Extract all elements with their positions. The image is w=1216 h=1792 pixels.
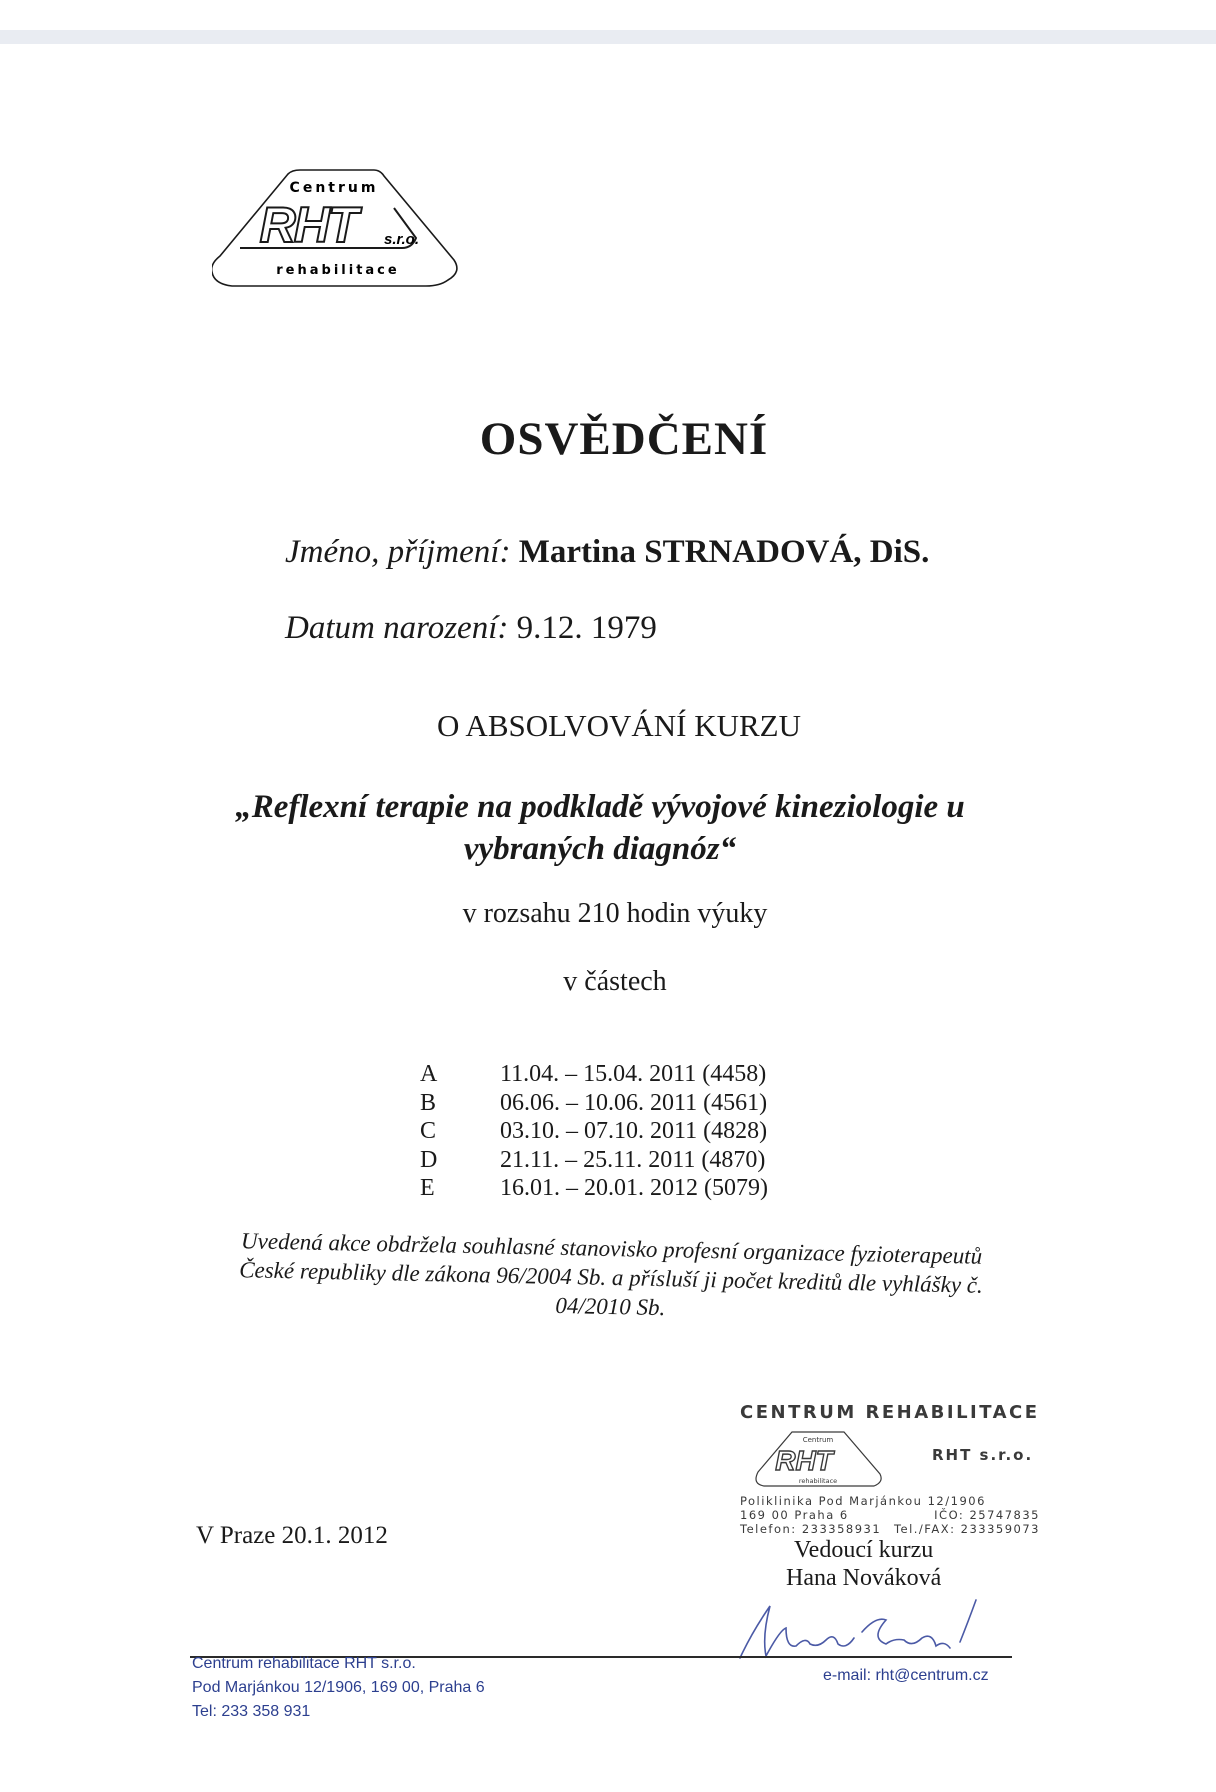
scan-top-band bbox=[0, 30, 1216, 44]
svg-text:Centrum: Centrum bbox=[802, 1436, 834, 1444]
birth-label: Datum narození: bbox=[285, 610, 509, 646]
schedule-row bbox=[420, 1117, 768, 1146]
svg-text:RHT: RHT bbox=[775, 1445, 833, 1476]
schedule-dates: 06.06. – 10.06. 2011 (4561) bbox=[500, 1089, 768, 1116]
stamp-address bbox=[740, 1494, 1040, 1536]
signature-icon bbox=[736, 1592, 996, 1672]
birth-line bbox=[285, 610, 657, 647]
name-line bbox=[285, 534, 929, 571]
birth-value: 9.12. 1979 bbox=[516, 610, 657, 646]
schedule-row bbox=[420, 1146, 768, 1175]
name-label: Jméno, příjmení: bbox=[285, 534, 511, 570]
accreditation-note bbox=[195, 1225, 1027, 1329]
schedule-part: E bbox=[420, 1175, 435, 1201]
place-date: V Praze 20.1. 2012 bbox=[196, 1522, 388, 1549]
logo-text-top: Centrum bbox=[289, 180, 379, 196]
course-heading: O ABSOLVOVÁNÍ KURZU bbox=[437, 708, 801, 743]
stamp-ico: IČO: 25747835 bbox=[934, 1508, 1040, 1522]
logo-text-suffix: s.r.o. bbox=[384, 231, 420, 248]
footer-email: e-mail: rht@centrum.cz bbox=[823, 1667, 989, 1684]
stamp-rht: RHT s.r.o. bbox=[932, 1446, 1034, 1464]
stamp-phone: Telefon: 233358931 bbox=[740, 1522, 882, 1536]
stamp-title: CENTRUM REHABILITACE bbox=[740, 1402, 1040, 1423]
schedule-dates: 21.11. – 25.11. 2011 (4870) bbox=[500, 1146, 766, 1173]
schedule-row bbox=[420, 1089, 768, 1118]
footer-company-block bbox=[192, 1652, 485, 1724]
course-name-line1: „Reflexní terapie na podkladě vývojové kineziologie u bbox=[235, 789, 965, 825]
course-scope: v rozsahu 210 hodin výuky bbox=[462, 898, 768, 929]
schedule-list bbox=[420, 1060, 768, 1203]
schedule-part: D bbox=[420, 1146, 438, 1173]
logo-text-bottom: rehabilitace bbox=[276, 263, 400, 278]
svg-text:rehabilitace: rehabilitace bbox=[798, 1477, 838, 1485]
schedule-part: B bbox=[420, 1089, 437, 1116]
name-value: Martina STRNADOVÁ, DiS. bbox=[518, 534, 930, 570]
course-parts-label: v částech bbox=[563, 966, 667, 997]
logo-text-mid: RHT bbox=[259, 197, 357, 253]
note-line2: České republiky dle zákona 96/2004 Sb. a přísluší ji počet kreditů dle vyhlášky č. bbox=[238, 1257, 984, 1298]
document-title: OSVĚDČENÍ bbox=[479, 413, 769, 465]
schedule-dates: 03.10. – 07.10. 2011 (4828) bbox=[500, 1118, 768, 1144]
rht-logo bbox=[212, 168, 462, 292]
course-name bbox=[200, 786, 1000, 870]
schedule-dates: 16.01. – 20.01. 2012 (5079) bbox=[500, 1175, 768, 1201]
schedule-row bbox=[420, 1174, 768, 1203]
schedule-row bbox=[420, 1060, 768, 1089]
schedule-dates: 11.04. – 15.04. 2011 (4458) bbox=[500, 1061, 767, 1087]
stamp-logo-icon bbox=[752, 1428, 884, 1492]
signer-name: Hana Nováková bbox=[786, 1565, 942, 1591]
signer-role: Vedoucí kurzu bbox=[794, 1537, 934, 1563]
stamp-fax: Tel./FAX: 233359073 bbox=[893, 1522, 1040, 1536]
schedule-part: C bbox=[420, 1118, 437, 1144]
footer-address: Pod Marjánkou 12/1906, 169 00, Praha 6 bbox=[192, 1679, 485, 1696]
footer-phone: Tel: 233 358 931 bbox=[192, 1703, 311, 1720]
stamp-addr-line1: Poliklinika Pod Marjánkou 12/1906 bbox=[740, 1494, 986, 1508]
stamp-addr-city: 169 00 Praha 6 bbox=[740, 1508, 849, 1522]
course-name-line2: vybraných diagnóz“ bbox=[463, 831, 737, 867]
footer-company: Centrum rehabilitace RHT s.r.o. bbox=[192, 1655, 416, 1672]
note-line1: Uvedená akce obdržela souhlasné stanovisko profesní organizace fyzioterapeutů bbox=[240, 1228, 983, 1269]
note-line3: 04/2010 Sb. bbox=[555, 1292, 666, 1321]
schedule-part: A bbox=[420, 1061, 438, 1087]
